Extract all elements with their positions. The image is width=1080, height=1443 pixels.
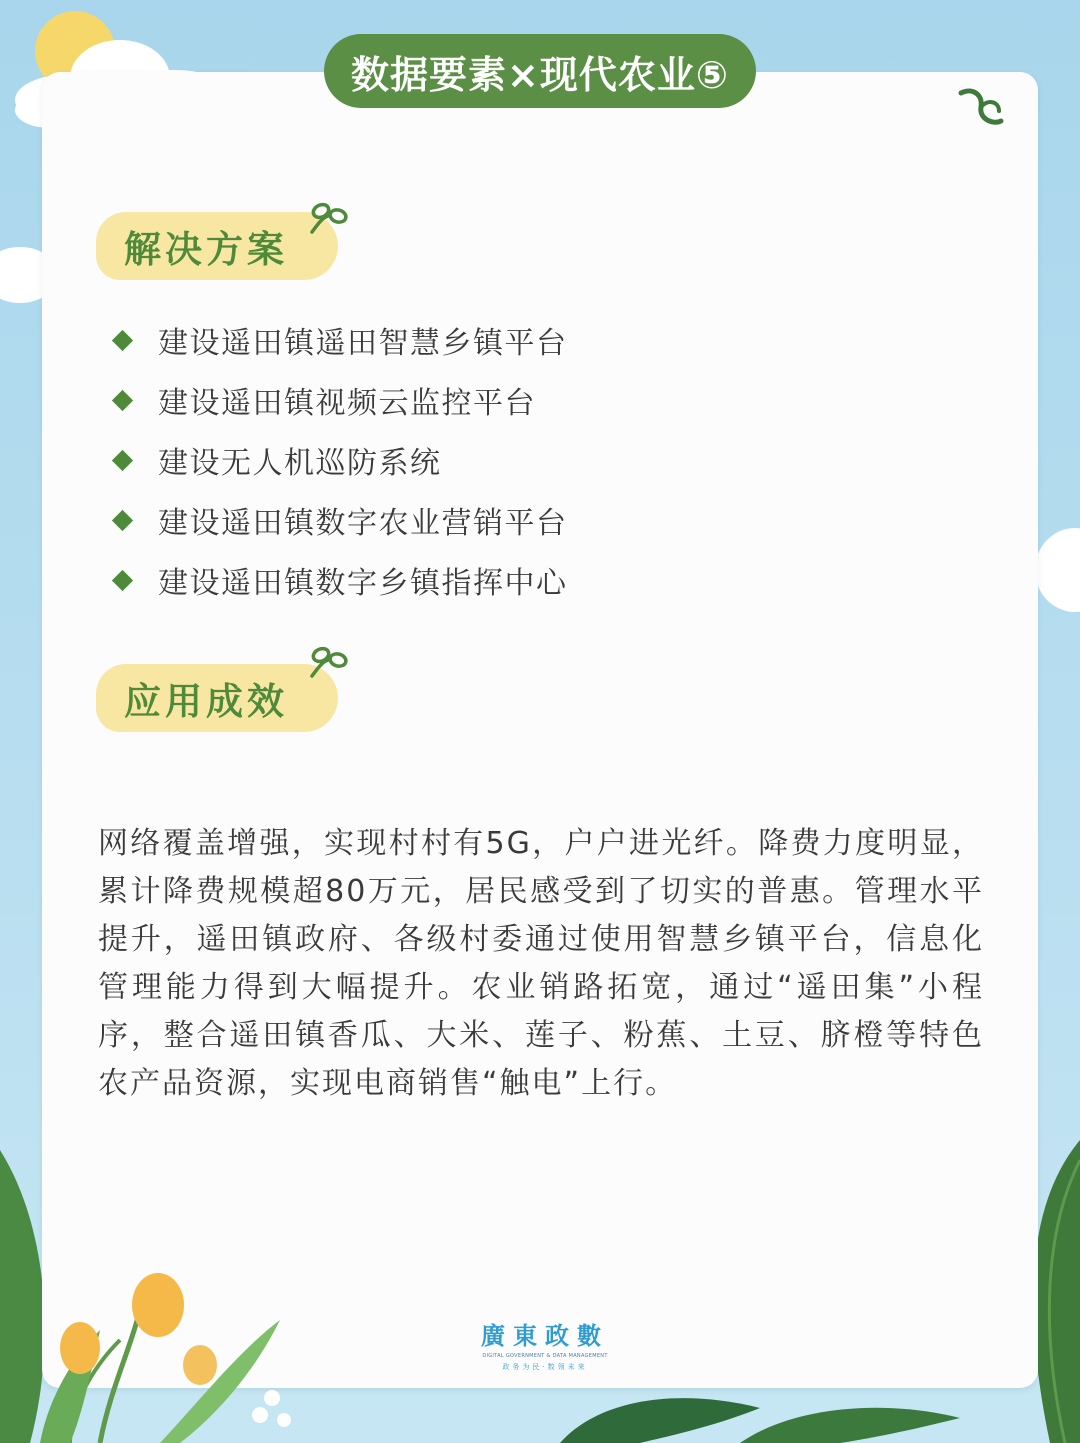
diamond-bullet-icon — [112, 509, 133, 530]
list-item: 建设遥田镇数字农业营销平台 — [108, 490, 568, 550]
sprout-icon — [306, 644, 350, 680]
list-item: 建设遥田镇遥田智慧乡镇平台 — [108, 310, 568, 370]
vine-curl-icon — [955, 85, 1010, 135]
sprout-icon — [306, 200, 350, 236]
logo-subtitle: DIGITAL GOVERNMENT & DATA MANAGEMENT — [482, 1353, 608, 1359]
diamond-bullet-icon — [112, 569, 133, 590]
tulip-flowers-decoration — [40, 1270, 310, 1443]
list-item: 建设遥田镇视频云监控平台 — [108, 370, 568, 430]
section-heading-solution — [96, 212, 338, 280]
section-heading-results — [96, 664, 338, 732]
section-heading-text: 解决方案 — [124, 228, 288, 271]
leaves-decoration — [560, 1388, 1020, 1443]
page-title: 数据要素×现代农业⑤ — [324, 34, 756, 108]
list-item: 建设无人机巡防系统 — [108, 430, 568, 490]
logo-slogan: 政务为民·数领未来 — [502, 1363, 588, 1371]
diamond-bullet-icon — [112, 389, 133, 410]
results-paragraph: 网络覆盖增强，实现村村有5G，户户进光纤。降费力度明显，累计降费规模超80万元，居民感受到了切实的普惠。管理水平提升，遥田镇政府、各级村委通过使用智慧乡镇平台，信息化管理能力得到大幅提升。农业销路拓宽，通过“遥田集”小程序，整合遥田镇香瓜、大米、莲子、粉蕉、土豆、脐橙等特色农产品资源，实现电商销售“触电”上行。 — [98, 826, 984, 1101]
diamond-bullet-icon — [112, 329, 133, 350]
logo-name: 廣東政數 — [481, 1322, 609, 1350]
section-heading-text: 应用成效 — [124, 680, 288, 723]
solution-list — [108, 310, 568, 610]
diamond-bullet-icon — [112, 449, 133, 470]
list-item: 建设遥田镇数字乡镇指挥中心 — [108, 550, 568, 610]
logo — [474, 1316, 616, 1372]
